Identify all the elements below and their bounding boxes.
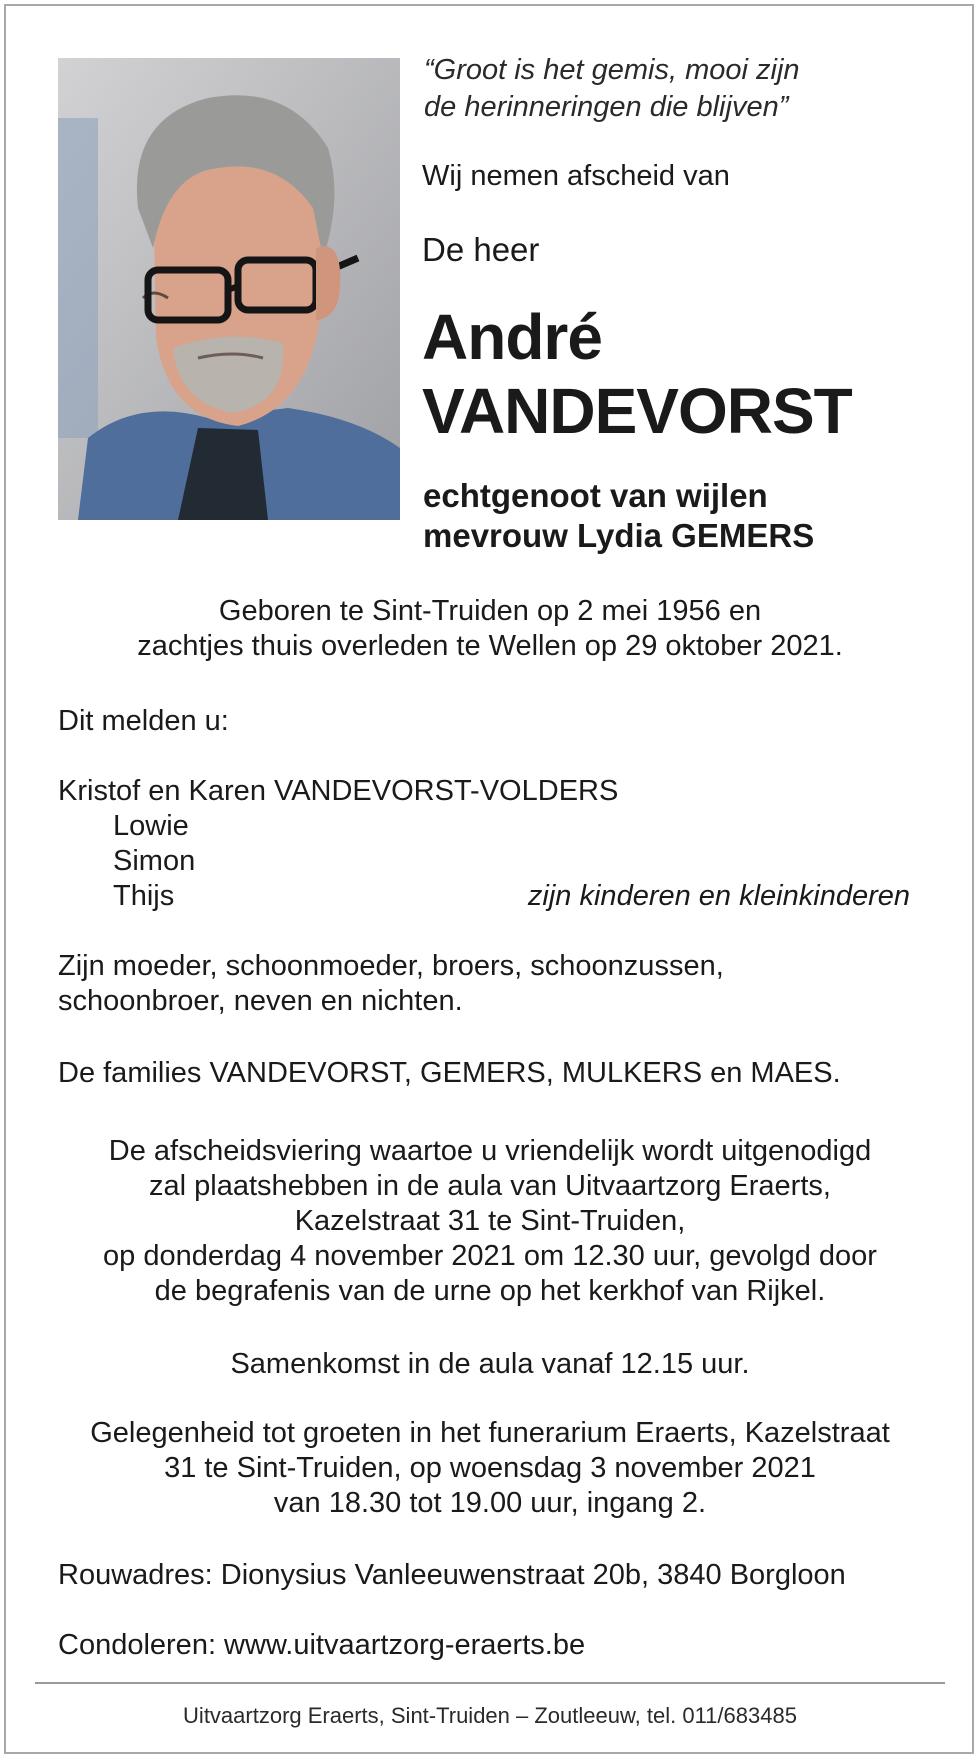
spouse-line-2: mevrouw Lydia GEMERS bbox=[423, 517, 815, 554]
funeral-home-footer: Uitvaartzorg Eraerts, Sint-Truiden – Zoutleeuw, tel. 011/683485 bbox=[183, 1703, 797, 1728]
quote-line-2: de herinneringen die blijven” bbox=[424, 91, 789, 123]
intro-text: Wij nemen afscheid van bbox=[422, 160, 730, 192]
deceased-last-name: VANDEVORST bbox=[422, 375, 852, 447]
birth-death-info bbox=[40, 594, 940, 664]
ceremony-line-3: Kazelstraat 31 te Sint-Truiden, bbox=[294, 1205, 686, 1237]
grandchild-name: Lowie bbox=[113, 810, 189, 842]
children-names: Kristof en Karen VANDEVORST-VOLDERS bbox=[58, 775, 619, 807]
ceremony-line-4: op donderdag 4 november 2021 om 12.30 uur, gevolgd door bbox=[103, 1240, 877, 1272]
announce-label: Dit melden u: bbox=[58, 705, 229, 737]
birth-line: Geboren te Sint-Truiden op 2 mei 1956 en bbox=[218, 595, 762, 627]
visitation-line-1: Gelegenheid tot groeten in het funerarium Eraerts, Kazelstraat bbox=[90, 1417, 890, 1449]
gathering-text: Samenkomst in de aula vanaf 12.15 uur. bbox=[230, 1348, 750, 1380]
relatives-line-1: Zijn moeder, schoonmoeder, broers, schoonzussen, bbox=[58, 950, 724, 982]
spouse-info bbox=[423, 476, 943, 556]
family-relation: zijn kinderen en kleinkinderen bbox=[527, 880, 910, 912]
visitation-info bbox=[40, 1416, 940, 1521]
relatives-line-2: schoonbroer, neven en nichten. bbox=[58, 985, 463, 1017]
grandchild-name: Simon bbox=[113, 845, 196, 877]
ceremony-line-2: zal plaatshebben in de aula van Uitvaartzorg Eraerts, bbox=[149, 1170, 831, 1202]
footer-divider bbox=[35, 1682, 945, 1684]
memorial-quote bbox=[424, 52, 944, 126]
grandchild-name: Thijs bbox=[113, 880, 175, 912]
condolences-link[interactable]: Condoleren: www.uitvaartzorg-eraerts.be bbox=[58, 1629, 586, 1661]
honorific: De heer bbox=[422, 231, 540, 268]
deceased-first-name: André bbox=[422, 301, 602, 373]
visitation-line-3: van 18.30 tot 19.00 uur, ingang 2. bbox=[273, 1487, 707, 1519]
families-text: De families VANDEVORST, GEMERS, MULKERS en MAES. bbox=[58, 1057, 841, 1089]
ceremony-info bbox=[40, 1134, 940, 1309]
visitation-line-2: 31 te Sint-Truiden, op woensdag 3 november 2021 bbox=[164, 1452, 816, 1484]
relatives-text bbox=[58, 949, 724, 1019]
mourning-address: Rouwadres: Dionysius Vanleeuwenstraat 20b, 3840 Borgloon bbox=[58, 1559, 846, 1591]
ceremony-line-5: de begrafenis van de urne op het kerkhof van Rijkel. bbox=[154, 1275, 826, 1307]
spouse-line-1: echtgenoot van wijlen bbox=[423, 477, 768, 514]
ceremony-line-1: De afscheidsviering waartoe u vriendelijk wordt uitgenodigd bbox=[108, 1135, 872, 1167]
death-line: zachtjes thuis overleden te Wellen op 29 oktober 2021. bbox=[137, 630, 843, 662]
quote-line-1: “Groot is het gemis, mooi zijn bbox=[424, 54, 800, 86]
portrait-photo bbox=[58, 58, 400, 520]
portrait-illustration bbox=[58, 58, 400, 520]
